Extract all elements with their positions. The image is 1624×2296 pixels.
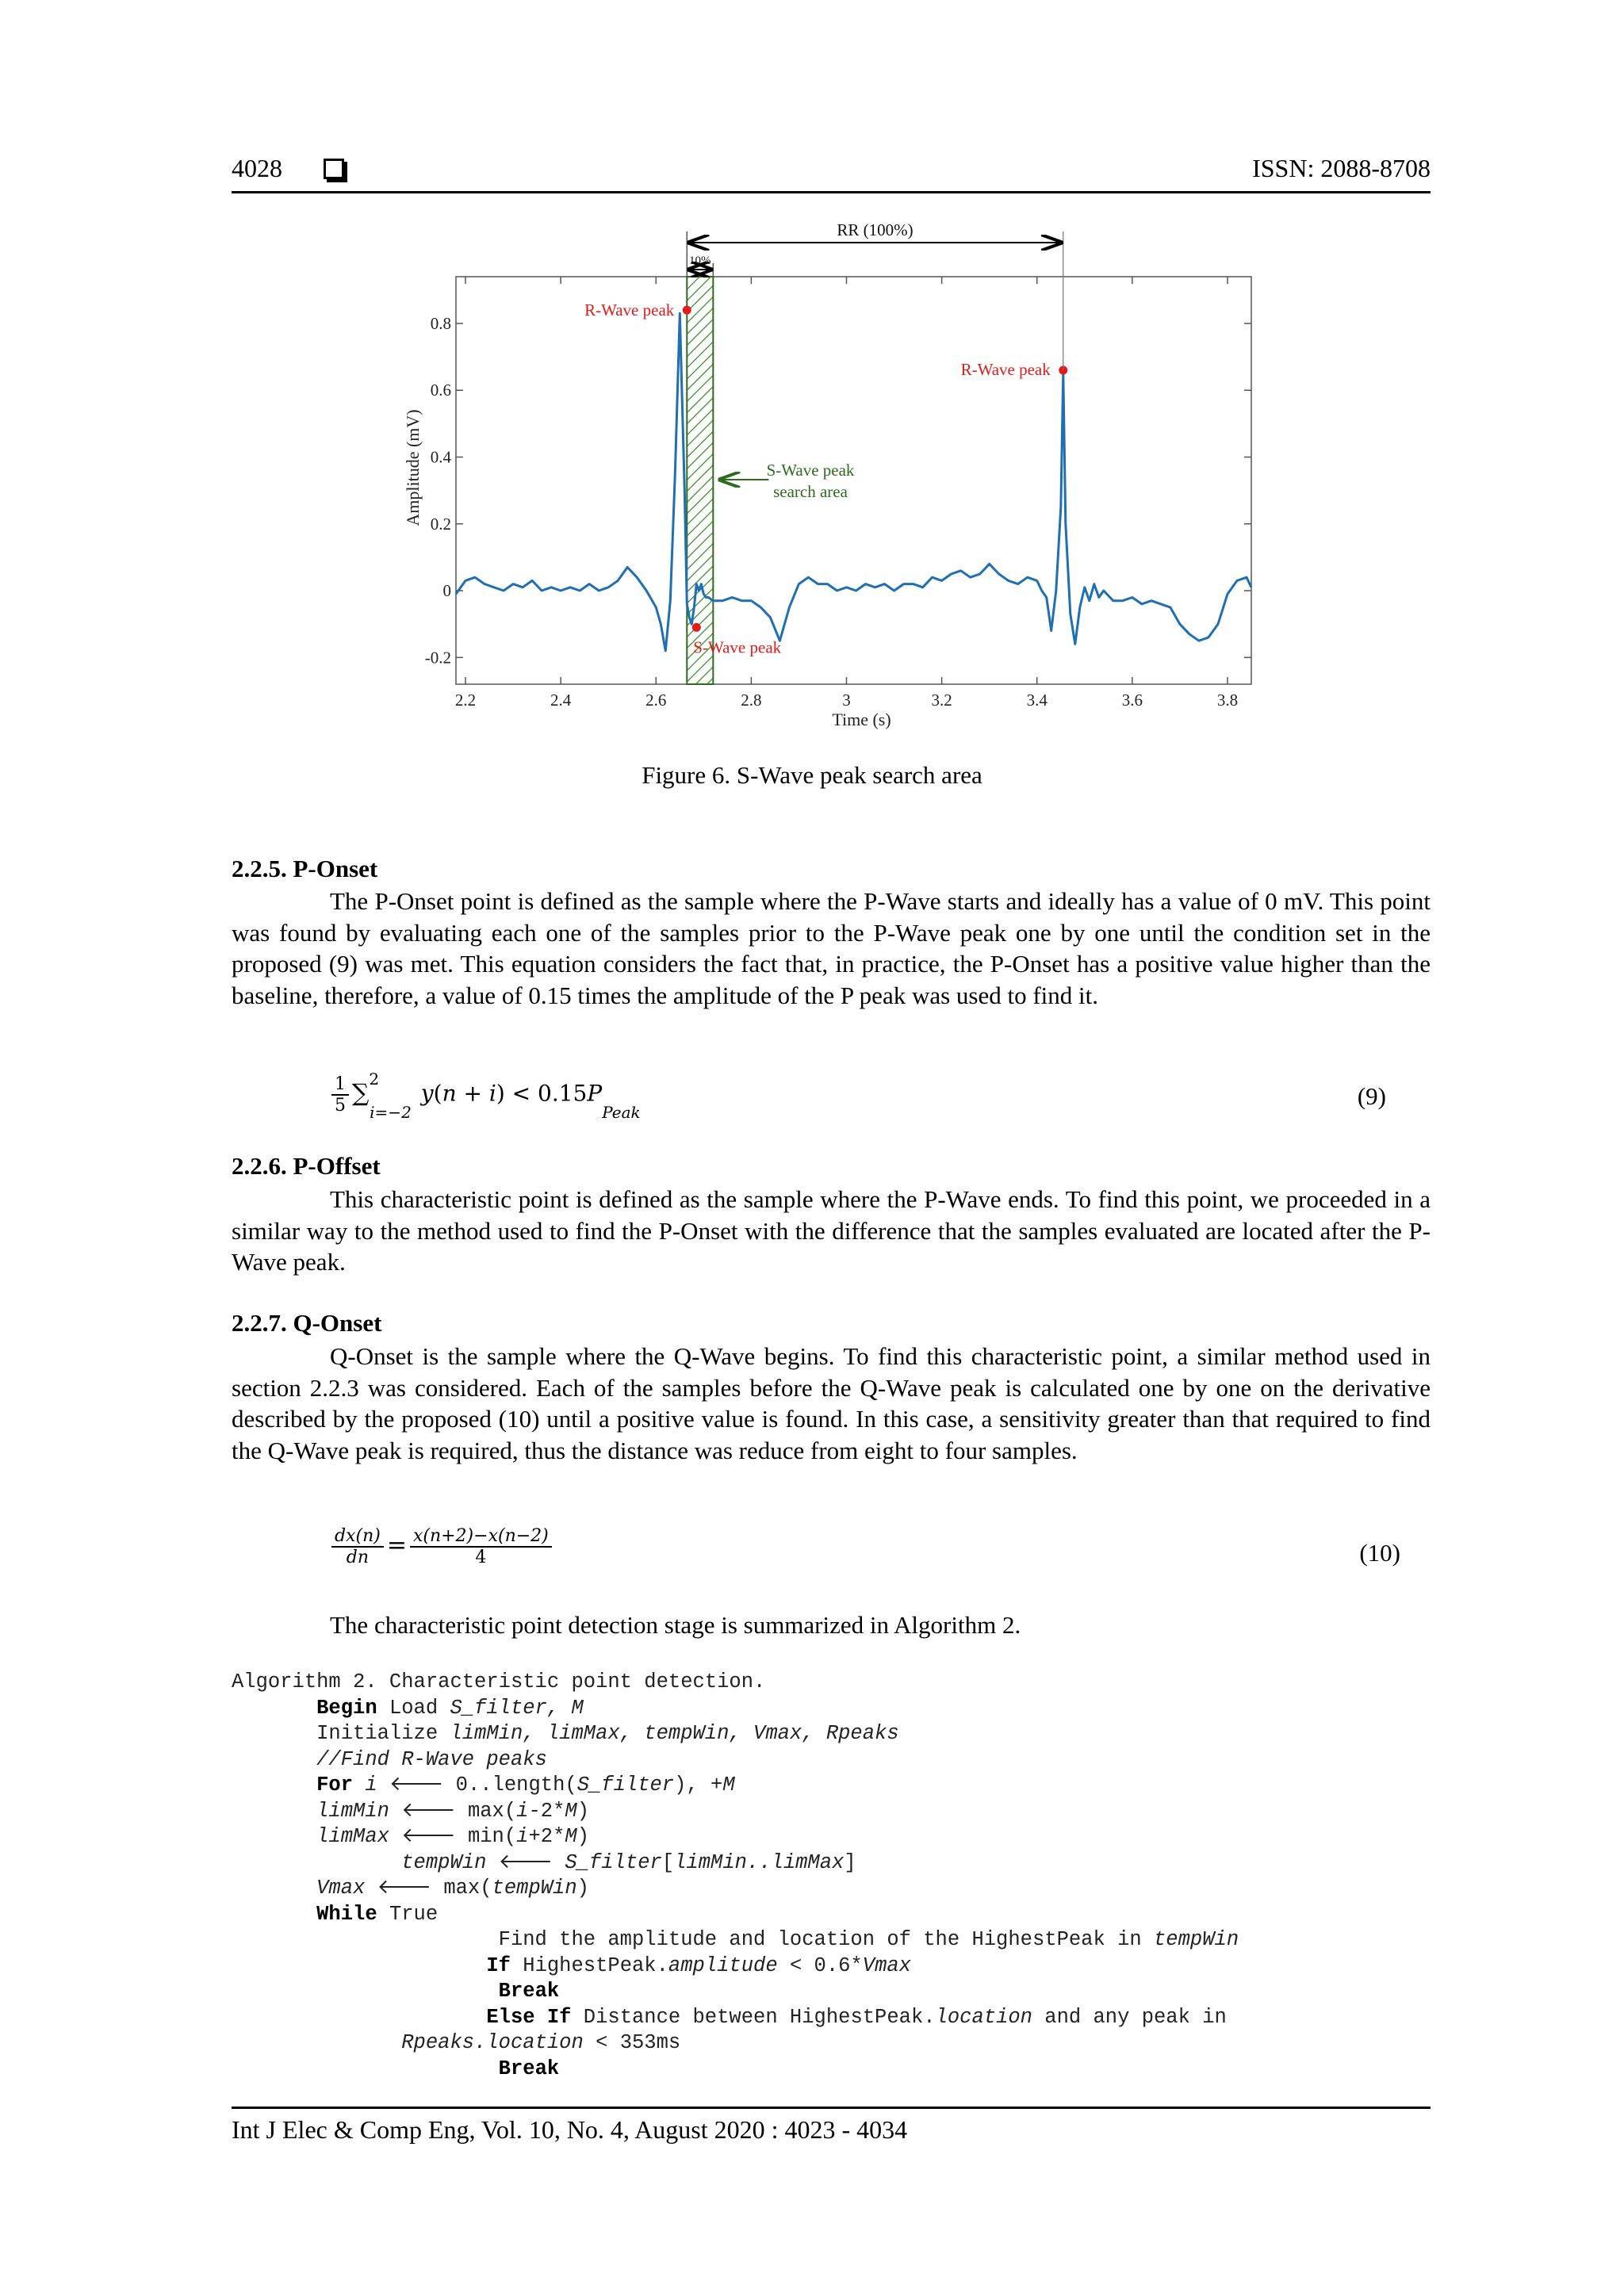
peak-marker bbox=[683, 306, 691, 315]
y-axis-label: Amplitude (mV) bbox=[403, 409, 423, 526]
ten-pct-label: 10% bbox=[689, 254, 711, 267]
equation-9: $\frac{1}{5}$ $\sum^2_{i=-2}y(n + i) < 0.15P_{Peak}$ bbox=[328, 1074, 641, 1115]
section-heading-p-onset: 2.2.5. P-Onset bbox=[232, 855, 378, 882]
y-tick-label: 0.4 bbox=[430, 447, 451, 467]
x-tick-label: 3.2 bbox=[931, 691, 952, 710]
issn: ISSN: 2088-8708 bbox=[1252, 154, 1431, 182]
x-tick-label: 2.4 bbox=[550, 691, 572, 710]
figure-caption: Figure 6. S-Wave peak search area bbox=[642, 761, 982, 789]
peak-marker bbox=[692, 623, 701, 632]
paragraph-q-onset-text: Q-Onset is the sample where the Q-Wave begins. To find this characteristic point, a similar method used in section 2.2.3 was considered. Each of the samples before the Q-Wave peak is calculated one by one on the derivative described by the proposed (10) until a positive value is found. In this case, a sensitivity greater than that required to find the Q-Wave peak is required, thus the distance was reduce from eight to four samples. bbox=[232, 1342, 1431, 1464]
peak-label: R-Wave peak bbox=[960, 359, 1051, 379]
rr-label: RR (100%) bbox=[837, 220, 914, 239]
section-heading-q-onset: 2.2.7. Q-Onset bbox=[232, 1309, 382, 1337]
x-tick-label: 2.2 bbox=[454, 691, 477, 710]
algorithm-body: Begin Load S_filter, M Initialize limMin, limMax, tempWin, Vmax, Rpeaks //Find R-Wave peaks For i 🡐 0..length(S_filter), +M limMin 🡐 max(i-2*M) limMax 🡐 min(i+2*M) tempWin 🡐 S_filter[limMin..limMax] Vmax 🡐 max(tempWin) While True Find the amplitude and location of the HighestPeak in tempWin If HighestPeak.amplitude < 0.6*Vmax Break Else If Distance between HighestPeak.location and any peak in Rpeaks.location < 353ms Break bbox=[316, 1696, 1239, 2080]
algorithm-title: Algorithm 2. Characteristic point detection. bbox=[232, 1670, 766, 1693]
paragraph-p-offset-text: This characteristic point is defined as the sample where the P-Wave ends. To find this point, we proceeded in a similar way to the method used to find the P-Onset with the difference that the samples evaluated are located after the P-Wave peak. bbox=[232, 1185, 1431, 1276]
page-number: 4028 bbox=[232, 154, 282, 182]
x-tick-label: 3.4 bbox=[1026, 691, 1048, 710]
paragraph-summary bbox=[232, 1609, 1431, 1641]
y-tick-label: -0.2 bbox=[424, 648, 451, 668]
ecg-series-line bbox=[456, 313, 1251, 651]
peak-label: S-Wave peak bbox=[693, 637, 782, 657]
search-area-label-2: search area bbox=[773, 482, 848, 501]
ecg-chart bbox=[0, 0, 1624, 745]
x-tick-label: 2.6 bbox=[645, 691, 667, 710]
peak-label: R-Wave peak bbox=[584, 300, 675, 320]
search-area-label-1: S-Wave peak bbox=[766, 461, 855, 480]
paragraph-p-onset bbox=[232, 886, 1431, 1011]
y-tick-label: 0.2 bbox=[430, 514, 451, 534]
series-line-group bbox=[456, 313, 1251, 651]
paragraph-p-offset bbox=[232, 1184, 1431, 1278]
y-tick-label: 0.8 bbox=[430, 313, 451, 333]
equation-number-10: (10) bbox=[1359, 1539, 1400, 1567]
section-heading-p-offset: 2.2.6. P-Offset bbox=[232, 1152, 381, 1180]
equation-10: $\frac{dx(n)}{dn}$ = $\frac{x(n+2)-x(n-2)}{4}$ bbox=[328, 1526, 555, 1567]
x-tick-label: 3.6 bbox=[1121, 691, 1143, 710]
plot-frame bbox=[456, 277, 1251, 684]
x-tick-label: 3.8 bbox=[1216, 691, 1239, 710]
y-tick-label: 0.6 bbox=[430, 381, 451, 400]
paragraph-summary-text: The characteristic point detection stage is summarized in Algorithm 2. bbox=[330, 1611, 1021, 1639]
footer-rule bbox=[232, 2107, 1431, 2109]
x-tick-label: 2.8 bbox=[741, 691, 762, 710]
equation-number-9: (9) bbox=[1357, 1082, 1386, 1110]
x-tick-label: 3 bbox=[842, 691, 851, 710]
y-tick-label: 0 bbox=[442, 581, 451, 601]
footer-citation: Int J Elec & Comp Eng, Vol. 10, No. 4, August 2020 : 4023 - 4034 bbox=[232, 2115, 908, 2144]
paragraph-q-onset bbox=[232, 1341, 1431, 1466]
chart-axes bbox=[403, 277, 1251, 729]
paragraph-p-onset-text: The P-Onset point is defined as the sample where the P-Wave starts and ideally has a value of 0 mV. This point was found by evaluating each one of the samples prior to the P-Wave peak one by one until the condition set in the proposed (9) was met. This equation considers the fact that, in practice, the P-Onset has a positive value higher than the baseline, therefore, a value of 0.15 times the amplitude of the P peak was used to find it. bbox=[232, 887, 1431, 1009]
x-axis-label: Time (s) bbox=[832, 710, 891, 729]
